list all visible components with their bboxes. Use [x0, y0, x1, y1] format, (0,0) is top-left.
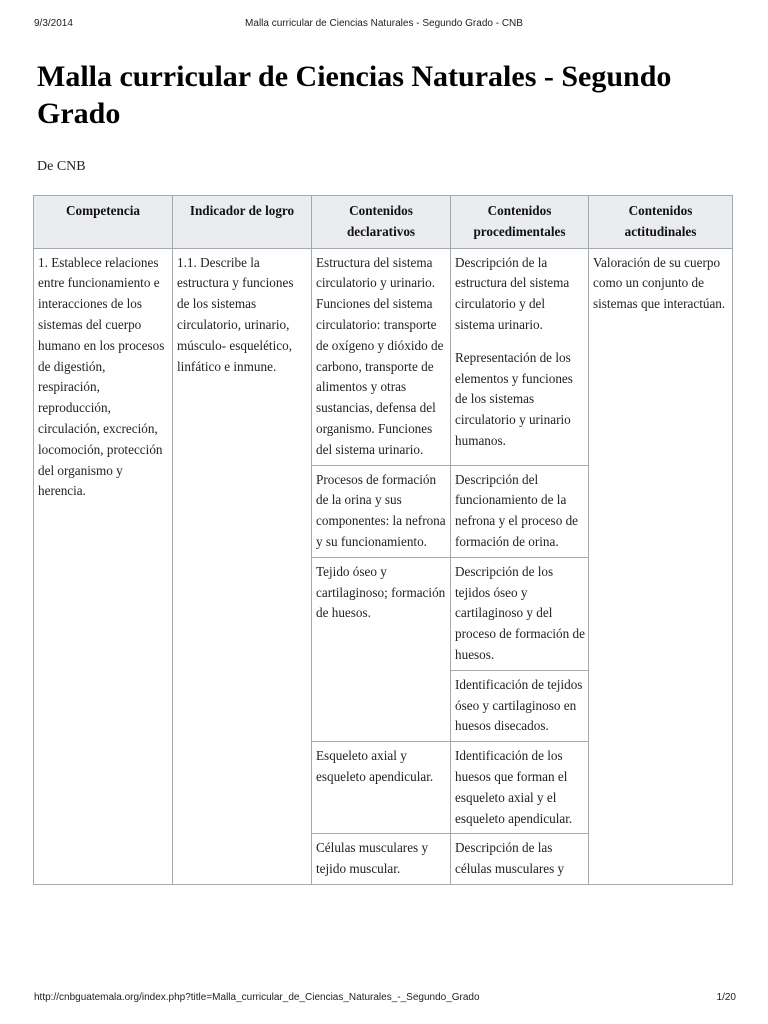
print-page-title: Malla curricular de Ciencias Naturales - Segundo Grado - CNB	[245, 18, 523, 29]
print-date: 9/3/2014	[34, 18, 73, 29]
competencia-cell: 1. Establece relaciones entre funcionamiento e interacciones de los sistemas del cuerpo humano en los procesos de digestión, respiración, reproducción, circulación, excreción, locomoción, protección del organismo y herencia.	[34, 248, 173, 884]
procedimental-cell	[451, 248, 589, 465]
print-header	[0, 18, 768, 32]
table-row	[34, 248, 733, 465]
header-competencia: Competencia	[34, 196, 173, 249]
procedimental-cell: Identificación de tejidos óseo y cartilaginoso en huesos disecados.	[451, 670, 589, 741]
declarativo-cell: Esqueleto axial y esqueleto apendicular.	[312, 742, 451, 834]
actitudinal-cell: Valoración de su cuerpo como un conjunto de sistemas que interactúan.	[589, 248, 733, 884]
procedimental-cell: Descripción de los tejidos óseo y cartilaginoso y del proceso de formación de huesos.	[451, 557, 589, 670]
header-procedimentales: Contenidos procedimentales	[451, 196, 589, 249]
table-header-row	[34, 196, 733, 249]
indicador-cell: 1.1. Describe la estructura y funciones de los sistemas circulatorio, urinario, músculo- esquelético, linfático e inmune.	[173, 248, 312, 884]
declarativo-cell: Procesos de formación de la orina y sus componentes: la nefrona y su funcionamiento.	[312, 465, 451, 557]
page-subtitle: De CNB	[37, 159, 86, 174]
declarativo-cell: Células musculares y tejido muscular.	[312, 834, 451, 885]
print-footer	[0, 992, 768, 1006]
print-url: http://cnbguatemala.org/index.php?title=Malla_curricular_de_Ciencias_Naturales_-_Segundo_Grado	[34, 992, 480, 1003]
declarativo-cell: Tejido óseo y cartilaginoso; formación de huesos.	[312, 557, 451, 741]
page-title: Malla curricular de Ciencias Naturales - Segundo Grado	[37, 60, 672, 130]
header-actitudinales: Contenidos actitudinales	[589, 196, 733, 249]
header-indicador: Indicador de logro	[173, 196, 312, 249]
procedimental-cell: Descripción del funcionamiento de la nefrona y el proceso de formación de orina.	[451, 465, 589, 557]
procedimental-cell: Descripción de las células musculares y	[451, 834, 589, 885]
header-declarativos: Contenidos declarativos	[312, 196, 451, 249]
print-page-number: 1/20	[716, 992, 736, 1003]
procedimental-paragraph: Descripción de la estructura del sistema circulatorio y del sistema urinario.	[455, 254, 570, 332]
curriculum-table	[33, 195, 733, 885]
declarativo-cell: Estructura del sistema circulatorio y urinario. Funciones del sistema circulatorio: transporte de oxígeno y dióxido de carbono, transporte de alimentos y otras sustancias, defensa del organismo. Funciones del sistema urinario.	[312, 248, 451, 465]
procedimental-paragraph: Representación de los elementos y funciones de los sistemas circulatorio y urinario humanos.	[455, 349, 573, 448]
procedimental-cell: Identificación de los huesos que forman el esqueleto axial y el esqueleto apendicular.	[451, 742, 589, 834]
curriculum-table-container	[33, 195, 734, 990]
